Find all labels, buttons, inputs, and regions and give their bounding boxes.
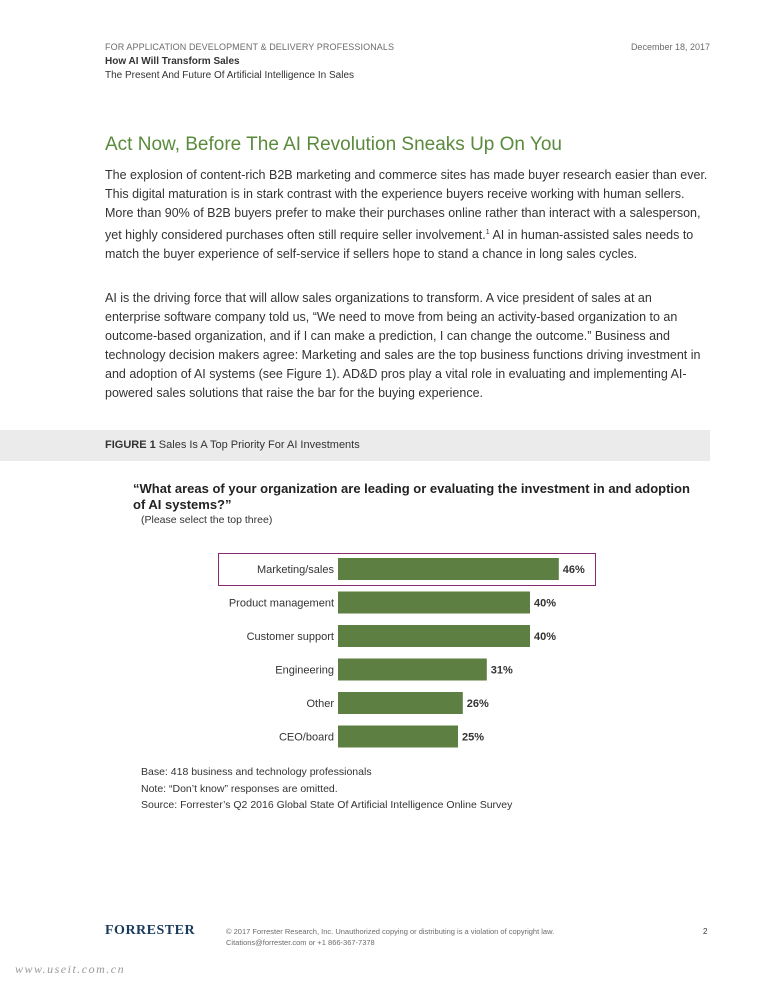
figure-dontknow-note: Note: “Don’t know” responses are omitted. xyxy=(141,782,338,795)
forrester-logo: FORRESTER xyxy=(105,923,196,938)
figure-number: FIGURE 1 xyxy=(105,439,156,451)
figure-source-note: Source: Forrester’s Q2 2016 Global State Of Artificial Intelligence Online Survey xyxy=(141,799,513,811)
page-number: 2 xyxy=(703,927,708,936)
value-label-ceo-board: 25% xyxy=(462,731,485,744)
category-label-other: Other xyxy=(306,698,334,710)
paragraph-1-text: The explosion of content-rich B2B marketing and commerce sites has made buyer research easier than ever. This digital maturation is in stark contrast with the experience buyers receive working with human sellers. More than 90% of B2B buyers prefer to make their purchases online rather than interact with a salesperson, yet highly considered purchases often still require seller involvement. xyxy=(105,168,708,243)
figure-base-note: Base: 418 business and technology professionals xyxy=(141,766,372,778)
value-label-customer-support: 40% xyxy=(534,631,557,643)
footnote-ref[interactable]: 1 xyxy=(485,229,490,236)
category-label-engineering: Engineering xyxy=(275,664,334,677)
header-report-subtitle: The Present And Future Of Artificial Intelligence In Sales xyxy=(105,70,355,81)
watermark-text: www.useit.com.cn xyxy=(15,962,126,976)
bar-ceo-board xyxy=(338,726,458,748)
figure-title: Sales Is A Top Priority For AI Investments xyxy=(158,439,360,451)
value-label-product-management: 40% xyxy=(534,597,557,610)
bar-customer-support xyxy=(338,625,530,647)
bar-engineering xyxy=(338,659,487,681)
category-label-customer-support: Customer support xyxy=(246,631,334,643)
copyright-text: © 2017 Forrester Research, Inc. Unauthorized copying or distributing is a violation of copyright law. xyxy=(226,927,555,936)
bar-chart xyxy=(218,553,598,753)
category-label-product-management: Product management xyxy=(228,597,334,610)
header-audience: FOR APPLICATION DEVELOPMENT & DELIVERY PROFESSIONALS xyxy=(105,42,395,52)
survey-question: “What areas of your organization are leading or evaluating the investment in and adoption of AI systems?” xyxy=(133,481,690,512)
figure-caption-bar xyxy=(0,430,710,461)
value-label-other: 26% xyxy=(466,698,489,710)
page-header xyxy=(105,42,710,81)
header-date: December 18, 2017 xyxy=(630,42,710,52)
paragraph-2: AI is the driving force that will allow sales organizations to transform. A vice president of sales at an enterprise software company told us, “We need to move from being an activity-based organization to an outcome-based organization, and if I can make a prediction, I can change the outcome.” Business and technology decision makers agree: Marketing and sales are the top business functions driving investment in and adoption of AI systems (see Figure 1). AD&D pros play a vital role in evaluating and implementing AI-powered sales solutions that raise the bar for the buying experience. xyxy=(105,291,701,400)
paragraph-1 xyxy=(105,166,710,264)
category-label-marketing-sales: Marketing/sales xyxy=(256,564,334,576)
value-label-marketing-sales: 46% xyxy=(562,564,585,576)
bar-marketing-sales xyxy=(338,558,559,580)
bar-product-management xyxy=(338,592,530,614)
header-report-title: How AI Will Transform Sales xyxy=(105,56,240,67)
bar-other xyxy=(338,692,463,714)
section-heading: Act Now, Before The AI Revolution Sneaks Up On You xyxy=(105,134,562,155)
survey-question-note: (Please select the top three) xyxy=(141,514,273,526)
contact-text: Citations@forrester.com or +1 866-367-7378 xyxy=(226,937,375,947)
category-label-ceo-board: CEO/board xyxy=(278,731,334,744)
value-label-engineering: 31% xyxy=(490,664,513,677)
figure-notes xyxy=(141,764,512,814)
paragraph-1-text-cont: AI in human-assisted sales needs to match the buyer experience of self-service if sellers hope to stand a chance in long sales cycles. xyxy=(105,228,694,262)
footer-copyright xyxy=(226,927,554,948)
figure-caption xyxy=(105,439,360,451)
